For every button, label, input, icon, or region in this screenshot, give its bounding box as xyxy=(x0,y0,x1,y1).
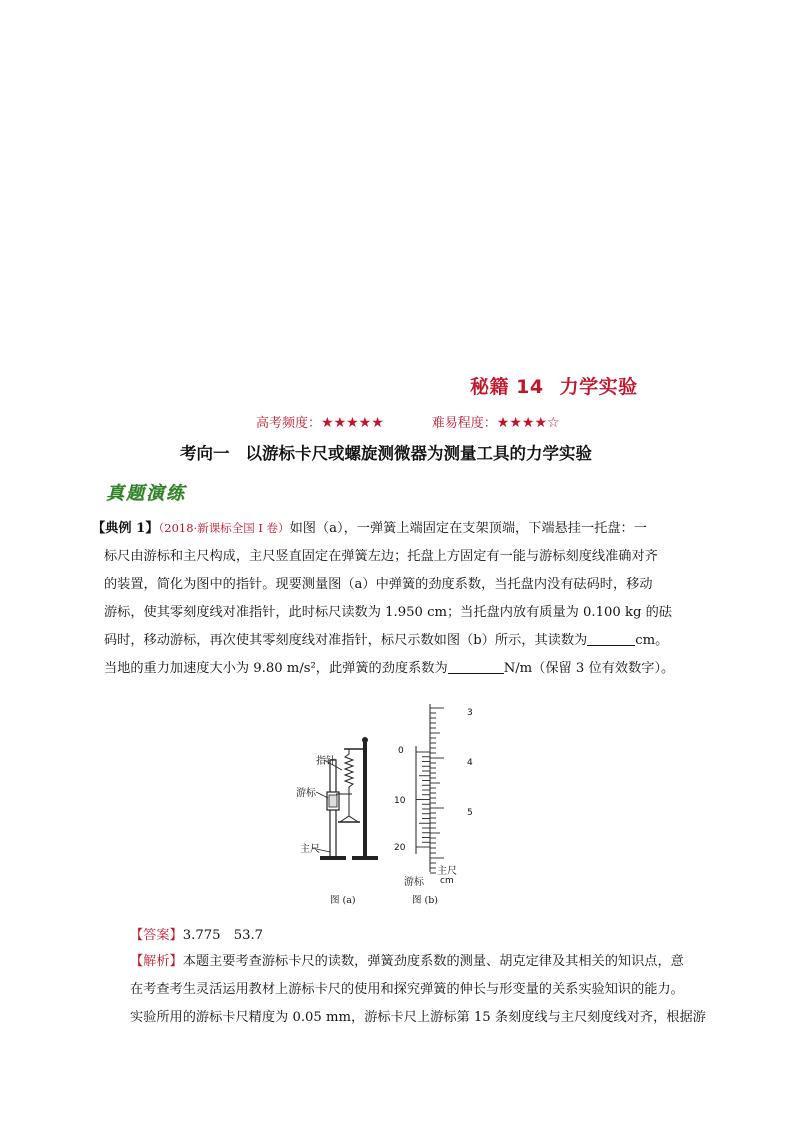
answer-line xyxy=(104,922,720,950)
example-line6b: N/m（保留 3 位有效数字）。 xyxy=(503,661,675,676)
example-line3: 的装置，简化为图中的指针。现要测量图（a）中弹簧的劲度系数，当托盘内没有砝码时，移动 xyxy=(104,577,653,592)
vernier-tick-10: 10 xyxy=(394,796,406,806)
vernier-tick-20: 20 xyxy=(394,843,406,853)
spring xyxy=(345,749,353,794)
rating-row xyxy=(256,412,560,431)
example-source: （2018·新课标全国 I 卷） xyxy=(158,521,290,535)
analysis-line1: 本题主要考查游标卡尺的读数，弹簧劲度系数的测量、胡克定律及其相关的知识点，意 xyxy=(182,954,684,969)
main-tick-3: 3 xyxy=(467,708,473,718)
vernier-tick-0: 0 xyxy=(398,746,404,756)
base-left xyxy=(320,856,346,860)
difficulty-label: 难易程度： xyxy=(431,416,497,431)
answer-value: 3.775 53.7 xyxy=(182,928,264,943)
section-tag: 真题演练 xyxy=(106,483,186,504)
example-line5b: cm。 xyxy=(635,633,669,648)
label-vernier: 游标 xyxy=(296,788,316,799)
main-tick-5: 5 xyxy=(467,808,473,818)
example-line6a: 当地的重力加速度大小为 9.80 m/s²，此弹簧的劲度系数为 xyxy=(104,661,448,676)
analysis-line3: 实验所用的游标卡尺精度为 0.05 mm，游标卡尺上游标第 15 条刻度线与主尺刻度线对齐，根据游 xyxy=(130,1010,706,1025)
example-line1: 如图（a），一弹簧上端固定在支架顶端，下端悬挂一托盘：一 xyxy=(289,521,647,536)
stand-pole xyxy=(363,740,367,856)
example-line5a: 码时，移动游标，再次使其零刻度线对准指针，标尺示数如图（b）所示，其读数为 xyxy=(104,633,588,648)
analysis-label: 【解析】 xyxy=(130,954,183,969)
page-title xyxy=(470,372,638,399)
example-line4: 游标，使其零刻度线对准指针，此时标尺读数为 1.950 cm；当托盘内放有质量为 0.100 kg 的砝 xyxy=(104,605,672,620)
vernier-scale-ticks xyxy=(416,752,430,847)
example-label: 【典例 1】 xyxy=(92,521,159,536)
answer-label: 【答案】 xyxy=(130,928,183,943)
figure-a-apparatus xyxy=(294,730,394,910)
section-subtitle xyxy=(180,440,592,464)
freq-stars: ★★★★★ xyxy=(321,415,384,431)
caption-a: 图 (a) xyxy=(330,895,356,906)
tray xyxy=(340,816,358,822)
title-main: 力学实验 xyxy=(559,376,638,398)
b-label-unit: cm xyxy=(440,876,454,886)
analysis-line2: 在考查考生灵活运用教材上游标卡尺的使用和探究弹簧的伸长与形变量的关系实验知识的能力。 xyxy=(130,982,684,997)
main-scale-ticks xyxy=(430,708,444,873)
subtitle-main: 以游标卡尺或螺旋测微器为测量工具的力学实验 xyxy=(245,444,592,463)
difficulty-stars: ★★★★☆ xyxy=(496,415,560,431)
b-label-vernier: 游标 xyxy=(404,877,424,888)
analysis-paragraph xyxy=(104,948,720,1032)
main-tick-4: 4 xyxy=(467,758,473,768)
stand-base xyxy=(352,856,378,860)
label-pointer: 指针 xyxy=(316,756,336,767)
example-line2: 标尺由游标和主尺构成，主尺竖直固定在弹簧左边；托盘上方固定有一能与游标刻度线准确对齐 xyxy=(104,549,658,564)
caption-b: 图 (b) xyxy=(412,895,439,906)
figure-b-vernier-scale xyxy=(396,700,486,885)
answer-blank-1 xyxy=(587,631,635,646)
example-paragraph xyxy=(92,514,720,683)
b-label-main: 主尺 xyxy=(437,866,457,877)
answer-blank-2 xyxy=(448,659,504,674)
freq-label: 高考频度： xyxy=(256,416,322,431)
title-prefix: 秘籍 14 xyxy=(470,376,544,398)
subtitle-prefix: 考向一 xyxy=(180,444,230,463)
label-main-ruler: 主尺 xyxy=(300,844,320,855)
